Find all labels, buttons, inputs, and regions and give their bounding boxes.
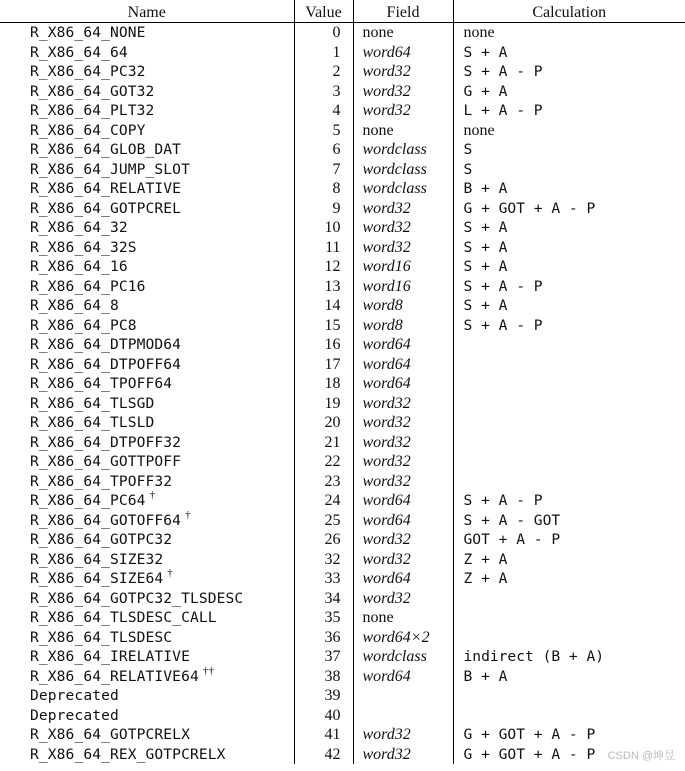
- relocation-value: 20: [294, 413, 353, 433]
- relocation-name: [0, 23, 294, 43]
- relocation-name-text: R_X86_64_GOTPCRELX: [30, 726, 190, 743]
- relocation-name: [0, 569, 294, 589]
- relocation-name: [0, 664, 294, 687]
- relocation-calculation: [453, 706, 685, 726]
- table-row: [0, 530, 685, 550]
- relocation-calculation: Z + A: [463, 550, 508, 568]
- relocation-field: word32: [353, 199, 453, 219]
- relocation-field: word64: [353, 511, 453, 531]
- relocation-name-text: R_X86_64_GLOB_DAT: [30, 141, 182, 158]
- table-row: [0, 277, 685, 297]
- relocation-field: none: [353, 121, 453, 141]
- relocation-name: [0, 686, 294, 706]
- relocation-calculation: [453, 628, 685, 648]
- table-row: [0, 745, 685, 765]
- relocation-calculation: [453, 433, 685, 453]
- relocation-calculation: [453, 589, 685, 609]
- relocation-field: word8: [353, 296, 453, 316]
- relocation-name: [0, 550, 294, 570]
- relocation-field: word32: [353, 413, 453, 433]
- relocation-value: 6: [294, 140, 353, 160]
- relocation-name-text: R_X86_64_SIZE64: [30, 570, 164, 587]
- relocation-name-text: R_X86_64_GOTTPOFF: [30, 453, 182, 470]
- relocation-name-text: R_X86_64_RELATIVE: [30, 180, 182, 197]
- relocation-name-text: R_X86_64_GOTPC32_TLSDESC: [30, 589, 244, 607]
- table-row: [0, 647, 685, 667]
- relocation-name: [0, 608, 294, 628]
- relocation-name-text: R_X86_64_TLSLD: [30, 414, 155, 431]
- table-header-row: [0, 0, 685, 23]
- relocation-name: [0, 296, 294, 316]
- relocation-calculation: S: [463, 141, 473, 158]
- relocation-field: none: [353, 23, 453, 43]
- relocation-calculation: L + A - P: [463, 102, 543, 119]
- relocation-name: [0, 374, 294, 394]
- relocation-value: 10: [294, 218, 353, 238]
- relocation-calculation: [453, 413, 685, 433]
- relocation-value: 9: [294, 199, 353, 219]
- table-row: [0, 394, 685, 414]
- relocation-name-text: R_X86_64_REX_GOTPCRELX: [30, 745, 226, 763]
- relocation-field: word16: [353, 257, 453, 277]
- table-row: [0, 121, 685, 141]
- relocation-calculation: [453, 686, 685, 706]
- header-value: Value: [294, 0, 353, 23]
- relocation-field: word32: [353, 452, 453, 472]
- table-row: [0, 101, 685, 121]
- relocation-calculation: S + A: [463, 43, 508, 61]
- relocation-name: [0, 589, 294, 609]
- footnote-mark: †: [167, 567, 173, 579]
- relocation-name-text: R_X86_64_COPY: [30, 121, 146, 139]
- relocation-field: word32: [353, 725, 453, 745]
- relocation-field: none: [353, 608, 453, 628]
- relocation-calculation: G + A: [463, 82, 508, 100]
- relocation-name: [0, 530, 294, 550]
- relocation-value: 42: [294, 745, 353, 765]
- table-row: [0, 569, 685, 589]
- relocation-name-text: R_X86_64_DTPOFF32: [30, 433, 182, 451]
- relocation-value: 34: [294, 589, 353, 609]
- relocation-name: [0, 394, 294, 414]
- relocation-field: word32: [353, 394, 453, 414]
- relocation-value: 3: [294, 82, 353, 102]
- relocation-field: wordclass: [353, 647, 453, 667]
- relocation-calculation: S + A: [463, 297, 508, 314]
- table-row: [0, 491, 685, 511]
- relocation-field: word64: [353, 335, 453, 355]
- relocation-field: word32: [353, 530, 453, 550]
- relocation-field: word32: [353, 82, 453, 102]
- relocation-name-text: R_X86_64_32: [30, 219, 128, 236]
- relocation-name: [0, 218, 294, 238]
- relocation-value: 40: [294, 706, 353, 726]
- relocation-name-text: R_X86_64_JUMP_SLOT: [30, 160, 190, 178]
- relocation-value: 12: [294, 257, 353, 277]
- relocation-name: [0, 628, 294, 648]
- table-row: [0, 43, 685, 63]
- watermark: CSDN @坤昱: [607, 750, 675, 762]
- relocation-name-text: R_X86_64_GOTOFF64: [30, 511, 182, 529]
- table-row: [0, 316, 685, 336]
- relocation-name-text: R_X86_64_64: [30, 43, 128, 61]
- relocation-value: 11: [294, 238, 353, 258]
- relocation-field: wordclass: [353, 140, 453, 160]
- relocation-calculation: B + A: [463, 667, 508, 685]
- table-row: [0, 589, 685, 609]
- relocation-name-text: R_X86_64_NONE: [30, 24, 146, 41]
- table-row: [0, 472, 685, 492]
- relocation-value: 16: [294, 335, 353, 355]
- relocation-name-text: R_X86_64_TPOFF32: [30, 472, 173, 490]
- table-row: [0, 23, 685, 43]
- relocation-name-text: R_X86_64_GOTPC32: [30, 531, 173, 548]
- relocation-calculation: G + GOT + A - P: [463, 199, 596, 217]
- table-row: [0, 452, 685, 472]
- relocation-name-text: R_X86_64_RELATIVE64: [30, 667, 199, 685]
- relocation-calculation: S + A: [463, 258, 508, 275]
- relocation-name-text: R_X86_64_GOT32: [30, 82, 155, 100]
- relocation-name: [0, 199, 294, 219]
- relocation-name-text: Deprecated: [30, 706, 119, 724]
- relocation-field: wordclass: [353, 179, 453, 199]
- relocation-name-text: R_X86_64_TLSDESC: [30, 628, 173, 646]
- relocation-name: [0, 491, 294, 511]
- relocation-name-text: Deprecated: [30, 687, 119, 704]
- relocation-name: [0, 335, 294, 355]
- relocation-name: [0, 101, 294, 121]
- relocation-field: word64: [353, 491, 453, 511]
- relocation-value: 41: [294, 725, 353, 745]
- relocation-calculation: S: [463, 160, 473, 178]
- relocation-field: [353, 686, 453, 706]
- relocation-name-text: R_X86_64_GOTPCREL: [30, 199, 182, 217]
- relocation-value: 33: [294, 569, 353, 589]
- relocation-name: [0, 277, 294, 297]
- relocation-field: [353, 706, 453, 726]
- header-name: Name: [0, 0, 294, 23]
- relocation-calculation: S + A - P: [463, 316, 543, 334]
- relocation-value: 4: [294, 101, 353, 121]
- relocation-field: word32: [353, 472, 453, 492]
- relocation-calculation: indirect (B + A): [463, 648, 605, 665]
- relocation-value: 35: [294, 608, 353, 628]
- relocation-name-text: R_X86_64_TLSGD: [30, 394, 155, 412]
- relocation-name: [0, 452, 294, 472]
- table-row: [0, 706, 685, 726]
- relocation-name: [0, 647, 294, 667]
- relocation-name-text: R_X86_64_PC64: [30, 492, 146, 509]
- relocation-field: word32: [353, 62, 453, 82]
- table-row: [0, 433, 685, 453]
- relocation-field: word64: [353, 43, 453, 63]
- relocation-value: 5: [294, 121, 353, 141]
- relocation-calculation: Z + A: [463, 570, 508, 587]
- header-field: Field: [353, 0, 453, 23]
- relocation-name: [0, 82, 294, 102]
- relocation-calculation: [453, 452, 685, 472]
- table-row: [0, 374, 685, 394]
- relocation-name-text: R_X86_64_32S: [30, 238, 137, 256]
- table-row: [0, 82, 685, 102]
- relocation-field: word64: [353, 667, 453, 687]
- relocation-name-text: R_X86_64_PC8: [30, 316, 137, 334]
- footnote-mark: †: [185, 508, 191, 521]
- table-row: [0, 628, 685, 648]
- relocation-calculation: none: [463, 24, 495, 41]
- table-row: [0, 179, 685, 199]
- relocation-value: 25: [294, 511, 353, 531]
- relocation-value: 0: [294, 23, 353, 43]
- relocation-value: 22: [294, 452, 353, 472]
- relocation-name: [0, 238, 294, 258]
- relocation-value: 23: [294, 472, 353, 492]
- relocation-name-text: R_X86_64_TLSDESC_CALL: [30, 609, 217, 626]
- relocation-name-text: R_X86_64_DTPMOD64: [30, 336, 182, 353]
- table-row: [0, 608, 685, 628]
- relocation-calculation: B + A: [463, 180, 508, 197]
- relocation-name: [0, 43, 294, 63]
- relocation-field: word32: [353, 101, 453, 121]
- relocation-calculation: none: [463, 121, 495, 139]
- relocation-field: word32: [353, 589, 453, 609]
- table-row: [0, 413, 685, 433]
- relocation-name-text: R_X86_64_PC16: [30, 277, 146, 295]
- relocation-field: word32: [353, 238, 453, 258]
- relocation-field: word64×2: [353, 628, 453, 648]
- table-row: [0, 296, 685, 316]
- relocation-field: word64: [353, 374, 453, 394]
- relocation-field: word32: [353, 433, 453, 453]
- table-row: [0, 218, 685, 238]
- relocation-value: 37: [294, 647, 353, 667]
- relocation-calculation: [453, 355, 685, 375]
- footnote-mark: ††: [202, 664, 215, 677]
- relocation-value: 2: [294, 62, 353, 82]
- relocation-name: [0, 725, 294, 745]
- table-row: [0, 686, 685, 706]
- table-row: [0, 550, 685, 570]
- relocation-name-text: R_X86_64_16: [30, 258, 128, 275]
- relocation-name: [0, 62, 294, 82]
- relocation-calculation: S + A - P: [463, 492, 543, 509]
- relocation-field: word64: [353, 569, 453, 589]
- relocation-calculation: G + GOT + A - P: [463, 745, 596, 763]
- relocation-value: 18: [294, 374, 353, 394]
- relocation-name-text: R_X86_64_8: [30, 297, 119, 314]
- relocation-name: [0, 433, 294, 453]
- relocation-name-text: R_X86_64_DTPOFF64: [30, 355, 182, 373]
- relocation-name: [0, 140, 294, 160]
- relocation-value: 36: [294, 628, 353, 648]
- relocation-name-text: R_X86_64_PC32: [30, 63, 146, 80]
- relocation-calculation: [453, 394, 685, 414]
- table-row: [0, 257, 685, 277]
- relocation-field: word32: [353, 550, 453, 570]
- relocation-name: [0, 316, 294, 336]
- relocation-calculation: S + A - GOT: [463, 511, 561, 529]
- relocation-calculation: S + A: [463, 219, 508, 236]
- relocation-field: word16: [353, 277, 453, 297]
- relocation-name: [0, 257, 294, 277]
- relocation-value: 17: [294, 355, 353, 375]
- table-row: [0, 667, 685, 687]
- relocation-name: [0, 121, 294, 141]
- relocation-calculation: [453, 472, 685, 492]
- table-row: [0, 511, 685, 531]
- relocation-calculation: G + GOT + A - P: [463, 726, 596, 743]
- table-row: [0, 62, 685, 82]
- relocation-value: 24: [294, 491, 353, 511]
- relocation-calculation: [453, 374, 685, 394]
- relocation-name-text: R_X86_64_PLT32: [30, 102, 155, 119]
- relocation-value: 13: [294, 277, 353, 297]
- relocation-value: 32: [294, 550, 353, 570]
- relocation-value: 7: [294, 160, 353, 180]
- relocation-name-text: R_X86_64_SIZE32: [30, 550, 164, 568]
- table-row: [0, 355, 685, 375]
- relocation-field: word64: [353, 355, 453, 375]
- relocation-value: 26: [294, 530, 353, 550]
- footnote-mark: †: [149, 489, 156, 501]
- relocation-value: 39: [294, 686, 353, 706]
- relocation-field: word32: [353, 745, 453, 765]
- table-row: [0, 199, 685, 219]
- relocation-name: [0, 413, 294, 433]
- relocation-value: 1: [294, 43, 353, 63]
- relocation-field: wordclass: [353, 160, 453, 180]
- relocation-calculation: [453, 335, 685, 355]
- relocation-name: [0, 472, 294, 492]
- header-calculation: Calculation: [453, 0, 685, 23]
- relocation-value: 38: [294, 667, 353, 687]
- relocation-value: 19: [294, 394, 353, 414]
- relocation-value: 8: [294, 179, 353, 199]
- table-row: [0, 238, 685, 258]
- table-row: [0, 160, 685, 180]
- table-row: [0, 140, 685, 160]
- relocation-value: 14: [294, 296, 353, 316]
- relocation-calculation: S + A - P: [463, 63, 543, 80]
- relocation-name: [0, 355, 294, 375]
- relocation-name-text: R_X86_64_TPOFF64: [30, 375, 173, 392]
- relocation-calculation: GOT + A - P: [463, 531, 561, 548]
- relocation-field: word32: [353, 218, 453, 238]
- relocation-name: [0, 160, 294, 180]
- relocation-field: word8: [353, 316, 453, 336]
- relocation-value: 21: [294, 433, 353, 453]
- table-row: [0, 335, 685, 355]
- relocation-value: 15: [294, 316, 353, 336]
- relocation-name-text: R_X86_64_IRELATIVE: [30, 648, 190, 665]
- relocation-name: [0, 706, 294, 726]
- relocation-calculation: S + A - P: [463, 277, 543, 295]
- relocation-name: [0, 508, 294, 531]
- relocation-calculation: S + A: [463, 238, 508, 256]
- relocation-name: [0, 745, 294, 765]
- relocation-calculation: [453, 608, 685, 628]
- table-row: [0, 725, 685, 745]
- relocation-name: [0, 179, 294, 199]
